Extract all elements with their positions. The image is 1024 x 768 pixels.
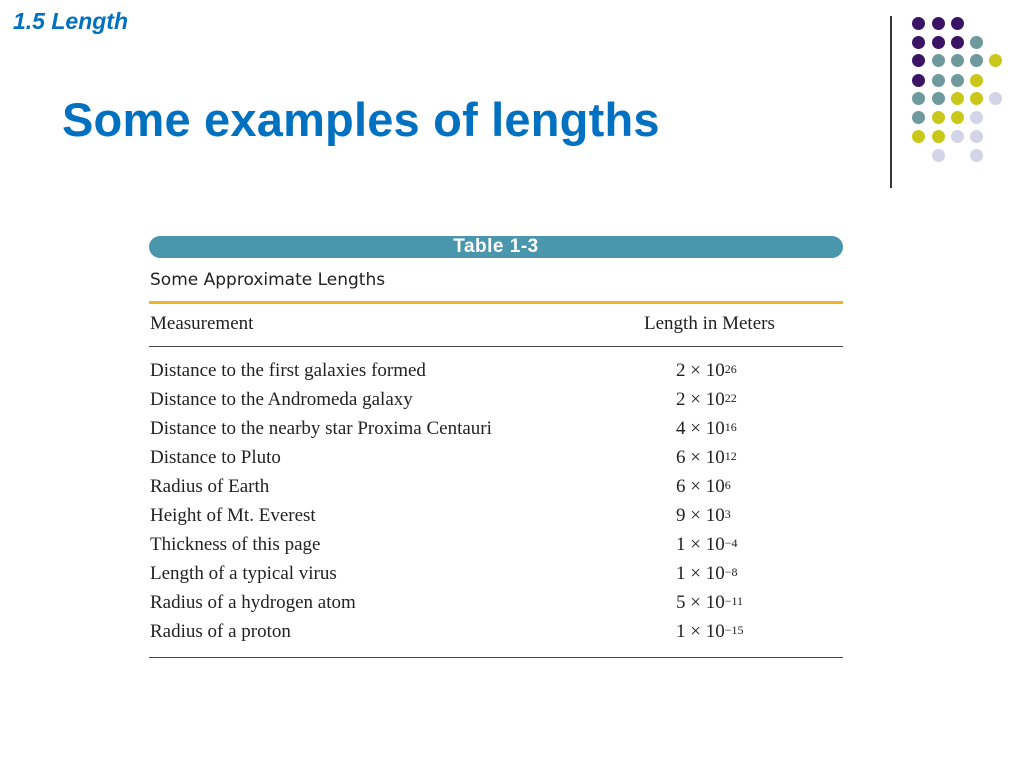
decorative-dot <box>970 92 983 105</box>
length-exponent: 12 <box>724 449 737 463</box>
length-mantissa: 5 <box>676 592 686 613</box>
table-row <box>149 357 843 386</box>
table-caption: Some Approximate Lengths <box>150 270 386 290</box>
length-cell: $6 \times 10^{12}$ <box>676 447 737 468</box>
section-label: 1.5 Length <box>13 8 129 34</box>
table-row <box>149 502 843 531</box>
length-mantissa: 1 <box>676 621 686 642</box>
length-cell: $2 \times 10^{26}$ <box>676 360 737 381</box>
length-exponent: 22 <box>724 391 737 405</box>
decorative-dot <box>989 92 1002 105</box>
measurement-cell: Radius of Earth <box>150 476 270 497</box>
measurement-cell: Distance to the Andromeda galaxy <box>150 389 413 410</box>
length-exponent: −8 <box>724 565 738 579</box>
length-mantissa: 6 <box>676 476 686 497</box>
decorative-dot <box>951 17 964 30</box>
column-header-measurement: Measurement <box>150 313 254 334</box>
measurement-cell: Length of a typical virus <box>150 563 337 584</box>
decorative-dot <box>932 130 945 143</box>
measurement-cell: Thickness of this page <box>150 534 321 555</box>
table-row <box>149 560 843 589</box>
length-mantissa: 6 <box>676 447 686 468</box>
decorative-dot <box>970 36 983 49</box>
decorative-dot <box>970 130 983 143</box>
decorative-dot <box>951 36 964 49</box>
decorative-dot <box>932 111 945 124</box>
decorative-dot <box>951 92 964 105</box>
decorative-dot <box>932 149 945 162</box>
measurement-cell: Height of Mt. Everest <box>150 505 316 526</box>
length-cell: $9 \times 10^3$ <box>676 505 731 526</box>
table-row <box>149 531 843 560</box>
decorative-dot <box>932 36 945 49</box>
decorative-dot <box>912 36 925 49</box>
length-cell: $5 \times 10^{-11}$ <box>676 592 744 613</box>
table-row <box>149 415 843 444</box>
length-mantissa: 1 <box>676 563 686 584</box>
length-exponent: 6 <box>724 478 731 492</box>
length-cell: $6 \times 10^6$ <box>676 476 731 497</box>
length-mantissa: 1 <box>676 534 686 555</box>
length-cell: $2 \times 10^{22}$ <box>676 389 737 410</box>
length-cell: $1 \times 10^{-8}$ <box>676 563 738 584</box>
decorative-dot <box>912 130 925 143</box>
decorative-dot <box>951 111 964 124</box>
length-cell: $1 \times 10^{-15}$ <box>676 621 744 642</box>
length-mantissa: 4 <box>676 418 686 439</box>
length-mantissa: 9 <box>676 505 686 526</box>
length-exponent: −15 <box>724 623 744 637</box>
table-row <box>149 618 843 647</box>
decorative-dot <box>951 74 964 87</box>
decorative-dot <box>951 54 964 67</box>
decorative-dot <box>932 17 945 30</box>
table-row <box>149 386 843 415</box>
measurement-cell: Distance to the nearby star Proxima Centauri <box>150 418 492 439</box>
column-header-length: Length in Meters <box>644 313 775 334</box>
slide-title: Some examples of lengths <box>62 93 660 146</box>
decorative-dot <box>970 111 983 124</box>
measurement-cell: Distance to the first galaxies formed <box>150 360 426 381</box>
length-mantissa: 2 <box>676 389 686 410</box>
decorative-dot <box>912 54 925 67</box>
length-exponent: 3 <box>724 507 731 521</box>
table-row <box>149 473 843 502</box>
measurement-cell: Radius of a proton <box>150 621 291 642</box>
decorative-dot <box>912 111 925 124</box>
decorative-dot <box>970 74 983 87</box>
decorative-dot <box>951 130 964 143</box>
decorative-dot <box>932 92 945 105</box>
measurement-cell: Radius of a hydrogen atom <box>150 592 356 613</box>
decorative-dot <box>989 54 1002 67</box>
table-row <box>149 589 843 618</box>
length-table <box>149 236 843 658</box>
length-exponent: −11 <box>724 594 744 608</box>
decorative-dot <box>912 92 925 105</box>
length-cell: $1 \times 10^{-4}$ <box>676 534 738 555</box>
length-exponent: −4 <box>724 536 738 550</box>
table-banner: Table 1-3 <box>149 236 843 258</box>
decorative-dot <box>912 17 925 30</box>
table-header-row <box>149 304 843 346</box>
length-cell: $4 \times 10^{16}$ <box>676 418 737 439</box>
length-mantissa: 2 <box>676 360 686 381</box>
decorative-dot <box>932 54 945 67</box>
table-row <box>149 444 843 473</box>
measurement-cell: Distance to Pluto <box>150 447 281 468</box>
decorative-divider <box>890 16 892 188</box>
decorative-dot <box>970 149 983 162</box>
length-exponent: 26 <box>724 362 737 376</box>
length-exponent: 16 <box>724 420 737 434</box>
table-body <box>149 347 843 657</box>
table-bottom-rule <box>149 657 843 658</box>
decorative-dot <box>932 74 945 87</box>
decorative-dot <box>970 54 983 67</box>
decorative-dot <box>912 74 925 87</box>
